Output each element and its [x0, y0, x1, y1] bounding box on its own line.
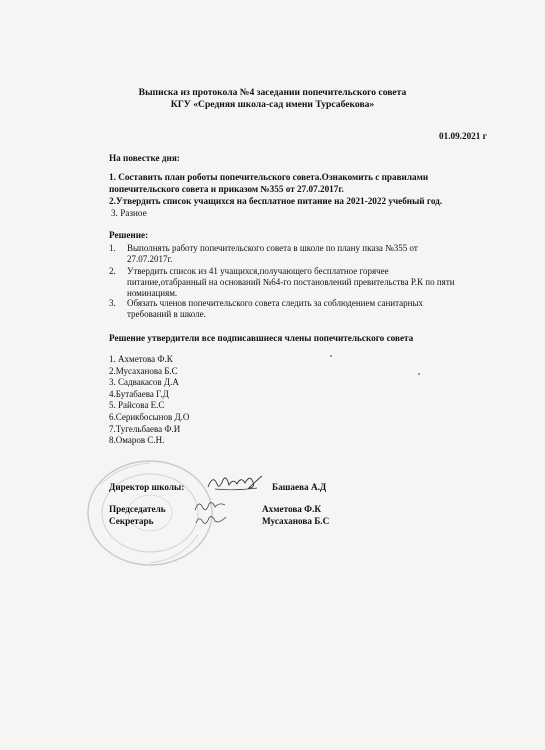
document-date: 01.09.2021 г: [439, 131, 487, 141]
member-item: 2.Мусаханова Б.С: [109, 365, 178, 376]
member-item: 6.Серикбосынов Д.О: [109, 411, 190, 422]
secretary-name: Мусаханова Б.С: [262, 516, 330, 526]
decision-item-1: [109, 243, 489, 265]
speck-mark: [418, 373, 420, 375]
chair-label: Председатель: [109, 504, 166, 514]
member-item: 7.Тугельбаева Ф.И: [109, 423, 181, 434]
agenda-item-1-line2: попечительского совета и приказом №355 от 27.07.2017г.: [109, 184, 344, 194]
member-item: 8.Омаров С.Н.: [109, 435, 165, 446]
decision-item-text: 27.07.2017г.: [127, 254, 173, 264]
agenda-item-3: 3. Разное: [111, 208, 147, 218]
decision-item-number: 2.: [109, 266, 116, 276]
agenda-item-1-line1: 1. Составить план роботы попечительского совета.Ознакомить с правилами: [109, 172, 429, 182]
decision-item-text: Утвердить список из 41 учащихся,получающего бесплатное горячее: [127, 266, 389, 276]
decision-item-text: номинациям.: [127, 288, 178, 298]
approval-heading: Решение утвердители все подписавшиеся члены попечительского совета: [109, 333, 414, 343]
member-item: 4.Бутабаева Г.Д: [109, 388, 169, 399]
director-name: Башаева А.Д: [272, 482, 327, 492]
decision-item-2: [109, 266, 489, 299]
decision-item-number: 1.: [109, 243, 116, 253]
decision-item-text: Обязать членов попечительского совета следить за соблюдением санитарных: [127, 298, 424, 308]
decision-item-number: 3.: [109, 298, 116, 308]
director-label: Директор школы:: [109, 482, 185, 492]
decision-item-text: требований в школе.: [127, 309, 206, 319]
decision-item-text: питание,отабранный на оснований №64-го постановлений превительства Р.К по пяти: [127, 277, 455, 287]
member-item: 5. Райсова Е.С: [109, 400, 165, 411]
members-list: [109, 354, 189, 447]
document-title-line1: Выписка из протокола №4 заседании попечительского совета: [138, 87, 407, 98]
agenda-heading: На повестке дня:: [109, 153, 180, 163]
secretary-signature-icon: [193, 512, 229, 528]
member-item: 1. Ахметова Ф.К: [109, 354, 173, 364]
agenda-item-2: 2.Утвердить список учащихся на бесплатное питание на 2021-2022 учебный год.: [109, 196, 443, 206]
director-signature-icon: [205, 470, 265, 494]
decision-item-text: Выполнять работу попечительского совета в школе по плану пказа №355 от: [127, 243, 418, 253]
decision-heading: Решение:: [109, 230, 149, 240]
document-title-line2: КГУ «Средняя школа-сад имени Турсабекова»: [170, 99, 375, 110]
speck-mark: [330, 355, 332, 357]
chair-name: Ахметова Ф.К: [262, 504, 322, 514]
decision-item-3: [109, 298, 489, 320]
secretary-label: Секретарь: [109, 516, 154, 526]
member-item: 3. Садвакасов Д.А: [109, 377, 179, 388]
